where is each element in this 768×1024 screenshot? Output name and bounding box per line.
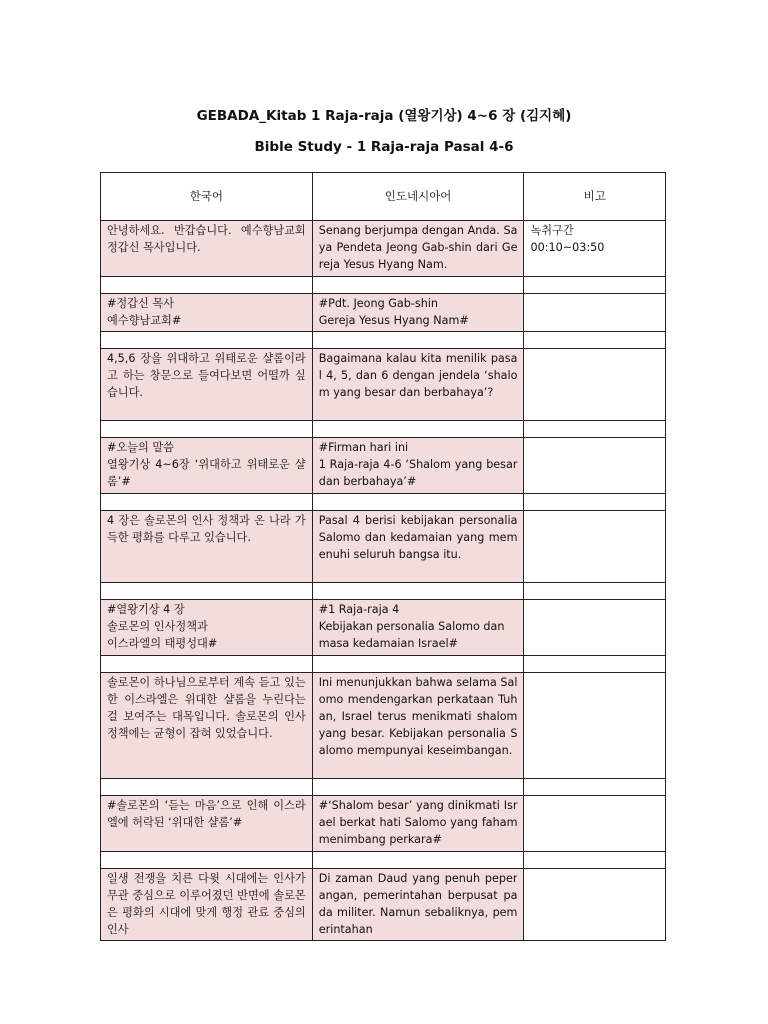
note-cell <box>524 869 666 941</box>
header-indonesian: 인도네시아어 <box>312 173 524 221</box>
spacer-row <box>101 779 666 796</box>
header-korean: 한국어 <box>101 173 313 221</box>
indonesian-cell: Bagaimana kalau kita menilik pasal 4, 5, dan 6 dengan jendela ‘shalom yang besar dan berbahaya’? <box>312 349 524 421</box>
indonesian-cell: #1 Raja-raja 4 Kebijakan personalia Salomo dan masa kedamaian Israel# <box>312 600 524 656</box>
indonesian-cell: Ini menunjukkan bahwa selama Salomo mendengarkan perkataan Tuhan, Israel terus menikmati shalom yang besar. Kebijakan personalia Salomo mempunyai keseimbangan. <box>312 673 524 779</box>
korean-cell: #정갑신 목사 예수향남교회# <box>101 294 313 332</box>
note-cell <box>524 349 666 421</box>
table-row <box>101 869 666 941</box>
note-cell <box>524 294 666 332</box>
indonesian-cell: Pasal 4 berisi kebijakan personalia Salomo dan kedamaian yang memenuhi seluruh bangsa itu. <box>312 511 524 583</box>
korean-cell: 안녕하세요. 반갑습니다. 예수향남교회 정갑신 목사입니다. <box>101 221 313 277</box>
document-subtitle: Bible Study - 1 Raja-raja Pasal 4-6 <box>254 139 514 155</box>
note-cell <box>524 511 666 583</box>
korean-cell: 4 장은 솔로몬의 인사 정책과 온 나라 가득한 평화를 다루고 있습니다. <box>101 511 313 583</box>
table-row <box>101 221 666 277</box>
indonesian-cell: #Firman hari ini 1 Raja-raja 4-6 ‘Shalom yang besar dan berbahaya’# <box>312 438 524 494</box>
korean-cell: #열왕기상 4 장 솔로몬의 인사정책과 이스라엘의 태평성대# <box>101 600 313 656</box>
indonesian-cell: #‘Shalom besar’ yang dinikmati Israel berkat hati Salomo yang faham menimbang perkara# <box>312 796 524 852</box>
table-row <box>101 438 666 494</box>
note-cell <box>524 796 666 852</box>
spacer-row <box>101 583 666 600</box>
table-row <box>101 600 666 656</box>
note-cell <box>524 600 666 656</box>
spacer-row <box>101 494 666 511</box>
spacer-row <box>101 277 666 294</box>
note-cell: 녹취구간 00:10~03:50 <box>524 221 666 277</box>
spacer-row <box>101 421 666 438</box>
korean-cell: #솔로몬의 ‘듣는 마음’으로 인해 이스라엘에 허락된 ‘위대한 샬롬’# <box>101 796 313 852</box>
table-row <box>101 511 666 583</box>
spacer-row <box>101 656 666 673</box>
korean-cell: 4,5,6 장을 위대하고 위태로운 샬롬이라고 하는 창문으로 들여다보면 어떨까 싶습니다. <box>101 349 313 421</box>
note-cell <box>524 673 666 779</box>
table-row <box>101 796 666 852</box>
header-notes: 비고 <box>524 173 666 221</box>
table-row <box>101 349 666 421</box>
note-cell <box>524 438 666 494</box>
table-row <box>101 294 666 332</box>
spacer-row <box>101 852 666 869</box>
translation-table <box>100 172 666 941</box>
table-row <box>101 673 666 779</box>
spacer-row <box>101 332 666 349</box>
korean-cell: #오늘의 말씀 열왕기상 4~6장 ‘위대하고 위태로운 샬롬’# <box>101 438 313 494</box>
table-header-row <box>101 173 666 221</box>
korean-cell: 일생 전쟁을 치른 다윗 시대에는 인사가 무관 중심으로 이루어졌던 반면에 솔로몬은 평화의 시대에 맞게 행정 관료 중심의 인사 <box>101 869 313 941</box>
indonesian-cell: #Pdt. Jeong Gab-shin Gereja Yesus Hyang Nam# <box>312 294 524 332</box>
indonesian-cell: Senang berjumpa dengan Anda. Saya Pendeta Jeong Gab-shin dari Gereja Yesus Hyang Nam. <box>312 221 524 277</box>
indonesian-cell: Di zaman Daud yang penuh peperangan, pemerintahan berpusat pada militer. Namun sebaliknya, pemerintahan <box>312 869 524 941</box>
korean-cell: 솔로몬이 하나님으로부터 계속 듣고 있는 한 이스라엘은 위대한 샬롬을 누린다는 걸 보여주는 대목입니다. 솔로몬의 인사 정책에는 균형이 잡혀 있었습니다. <box>101 673 313 779</box>
document-title: GEBADA_Kitab 1 Raja-raja (열왕기상) 4~6 장 (김지혜) <box>196 108 572 124</box>
